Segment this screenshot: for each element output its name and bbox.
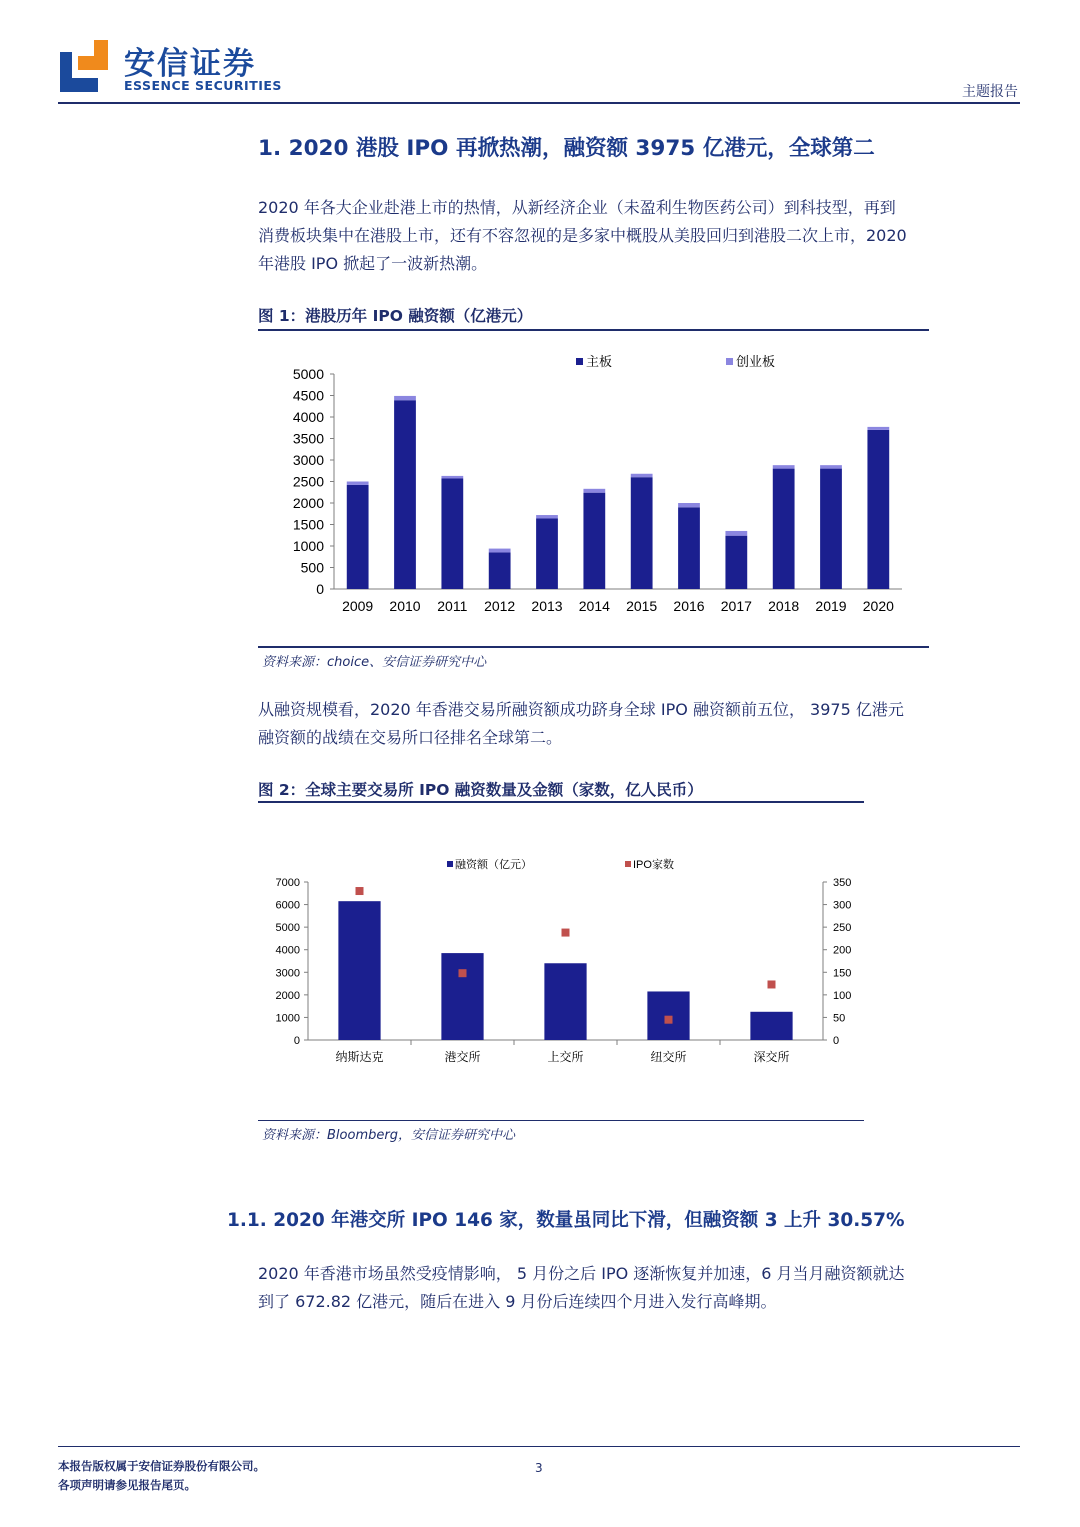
logo-text-en: ESSENCE SECURITIES <box>124 78 282 93</box>
y-tick-label: 1000 <box>292 538 324 554</box>
figure-1-title: 图 1：港股历年 IPO 融资额（亿港元） <box>258 307 533 325</box>
bar-ipo-amount <box>750 1012 792 1040</box>
right-tick-label: 250 <box>833 922 852 935</box>
figure-1-top-rule <box>258 329 929 331</box>
footer-line: 各项声明请参见报告尾页。 <box>58 1478 196 1492</box>
section-1-paragraph <box>258 194 1020 278</box>
paragraph-line: 消费板块集中在港股上市，还有不容忽视的是多家中概股从美股回归到港股二次上市，2020 <box>258 226 907 245</box>
legend-label: 主板 <box>586 354 613 369</box>
bar-main-board <box>631 477 653 589</box>
x-tick-label: 2016 <box>673 598 705 614</box>
legend-swatch <box>726 358 733 365</box>
legend-label: IPO家数 <box>633 859 674 871</box>
x-tick-label: 2019 <box>815 598 847 614</box>
y-tick-label: 3000 <box>292 452 324 468</box>
footer-line: 本报告版权属于安信证券股份有限公司。 <box>58 1459 265 1473</box>
figure-2-source: 资料来源：Bloomberg，安信证券研究中心 <box>262 1128 515 1143</box>
right-tick-label: 150 <box>833 967 852 980</box>
bar-gem-board <box>773 465 795 468</box>
bar-main-board <box>820 469 842 589</box>
right-tick-label: 0 <box>833 1035 840 1047</box>
figure-1-source: 资料来源：choice、安信证券研究中心 <box>262 655 487 670</box>
bar-gem-board <box>725 531 747 536</box>
marker-ipo-count <box>665 1016 673 1024</box>
paragraph-line: 到了 672.82 亿港元，随后在进入 9 月份后连续四个月进入发行高峰期。 <box>258 1292 777 1311</box>
figure-1-chart <box>258 340 929 640</box>
x-tick-label: 2018 <box>768 598 800 614</box>
bar-ipo-amount <box>338 901 380 1040</box>
x-tick-label: 2013 <box>531 598 563 614</box>
legend-swatch <box>625 861 631 867</box>
y-tick-label: 1500 <box>292 516 324 533</box>
y-tick-label: 0 <box>316 581 324 597</box>
marker-ipo-count <box>562 929 570 937</box>
y-tick-label: 500 <box>300 559 324 576</box>
y-tick-label: 5000 <box>292 366 324 382</box>
legend-swatch <box>576 358 583 365</box>
left-tick-label: 0 <box>293 1035 300 1047</box>
left-tick-label: 7000 <box>275 877 300 889</box>
right-tick-label: 100 <box>833 989 852 1002</box>
left-tick-label: 1000 <box>275 1012 300 1025</box>
paragraph-line: 年港股 IPO 掀起了一波新热潮。 <box>258 254 488 273</box>
y-tick-label: 3500 <box>292 430 324 447</box>
marker-ipo-count <box>459 969 467 977</box>
bar-main-board <box>441 478 463 589</box>
left-tick-label: 6000 <box>275 899 300 912</box>
section-1-1-paragraph <box>258 1260 1020 1316</box>
bar-main-board <box>773 469 795 589</box>
x-tick-label: 上交所 <box>547 1050 584 1064</box>
bar-gem-board <box>536 515 558 518</box>
paragraph-line: 2020 年各大企业赴港上市的热情，从新经济企业（未盈利生物医药公司）到科技型，再到 <box>258 198 896 217</box>
bar-gem-board <box>867 427 889 430</box>
legend-label: 融资额（亿元） <box>455 859 532 871</box>
y-tick-label: 2000 <box>292 495 324 511</box>
bar-main-board <box>347 485 369 589</box>
paragraph-line: 2020 年香港市场虽然受疫情影响， 5 月份之后 IPO 逐渐恢复并加速，6 月当月融资额就达 <box>258 1264 905 1283</box>
figure-2-bottom-rule <box>258 1120 864 1121</box>
x-tick-label: 纳斯达克 <box>335 1050 384 1064</box>
marker-ipo-count <box>768 980 776 988</box>
left-tick-label: 5000 <box>275 922 300 935</box>
bar-main-board <box>725 536 747 589</box>
bar-gem-board <box>820 465 842 468</box>
left-tick-label: 3000 <box>275 967 300 980</box>
bar-main-board <box>867 430 889 589</box>
x-tick-label: 2017 <box>720 598 752 614</box>
right-tick-label: 350 <box>833 877 852 889</box>
y-tick-label: 2500 <box>292 473 324 490</box>
right-tick-label: 200 <box>833 944 852 957</box>
x-tick-label: 深交所 <box>753 1050 790 1064</box>
bar-main-board <box>583 493 605 589</box>
y-tick-label: 4500 <box>292 387 324 404</box>
x-tick-label: 2011 <box>437 598 468 614</box>
bar-gem-board <box>631 474 653 477</box>
x-tick-label: 2010 <box>389 598 421 614</box>
footer-disclaimer <box>58 1457 265 1495</box>
right-tick-label: 50 <box>833 1012 846 1025</box>
paragraph-line: 融资额的战绩在交易所口径排名全球第二。 <box>258 728 563 747</box>
marker-ipo-count <box>356 887 364 895</box>
bar-gem-board <box>678 503 700 507</box>
bar-main-board <box>489 552 511 589</box>
logo-text-cn: 安信证券 <box>124 46 256 82</box>
paragraph-line: 从融资规模看，2020 年香港交易所融资额成功跻身全球 IPO 融资额前五位， 3975 亿港元 <box>258 700 904 719</box>
section-1-title: 1. 2020 港股 IPO 再掀热潮，融资额 3975 亿港元，全球第二 <box>258 136 875 161</box>
y-tick-label: 4000 <box>292 409 324 425</box>
page-number: 3 <box>535 1461 543 1475</box>
x-tick-label: 港交所 <box>444 1050 481 1064</box>
header-divider <box>58 102 1020 104</box>
bar-gem-board <box>394 396 416 400</box>
figure-1-bottom-rule <box>258 646 929 648</box>
bar-ipo-amount <box>441 953 483 1040</box>
bar-gem-board <box>489 549 511 553</box>
left-tick-label: 4000 <box>275 944 300 957</box>
bar-ipo-amount <box>544 963 586 1040</box>
x-tick-label: 纽交所 <box>650 1050 687 1064</box>
figure-2-chart <box>258 810 864 1110</box>
x-tick-label: 2015 <box>626 598 658 614</box>
figure-2-top-rule <box>258 801 864 803</box>
bar-gem-board <box>347 482 369 485</box>
right-tick-label: 300 <box>833 899 852 912</box>
bar-gem-board <box>441 476 463 479</box>
logo-mark <box>58 38 110 94</box>
left-tick-label: 2000 <box>275 989 300 1002</box>
paragraph-2 <box>258 696 1020 752</box>
bar-main-board <box>678 507 700 589</box>
legend-label: 创业板 <box>736 354 776 369</box>
bar-main-board <box>536 518 558 589</box>
legend-swatch <box>447 861 453 867</box>
x-tick-label: 2014 <box>578 598 610 614</box>
footer-divider <box>58 1446 1020 1447</box>
x-tick-label: 2020 <box>862 598 894 614</box>
bar-gem-board <box>583 489 605 493</box>
figure-2-title: 图 2：全球主要交易所 IPO 融资数量及金额（家数，亿人民币） <box>258 781 703 799</box>
bar-main-board <box>394 400 416 589</box>
x-tick-label: 2012 <box>484 598 516 614</box>
section-1-1-title: 1.1. 2020 年港交所 IPO 146 家，数量虽同比下滑，但融资额 3 上升 30.57% <box>227 1210 905 1231</box>
report-type-label: 主题报告 <box>962 84 1018 100</box>
x-tick-label: 2009 <box>342 598 374 614</box>
